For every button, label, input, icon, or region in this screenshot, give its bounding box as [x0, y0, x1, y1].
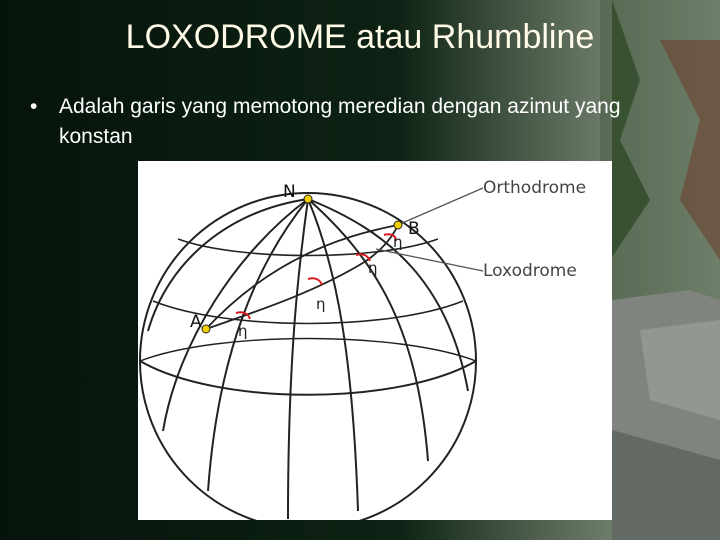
label-loxodrome: Loxodrome	[483, 261, 577, 281]
point-b	[394, 221, 402, 229]
sphere-outline	[140, 193, 476, 520]
bullet-text: Adalah garis yang memotong meredian dengan azimut yang konstan	[59, 95, 621, 148]
eta-label-3: η	[368, 259, 378, 277]
label-b: B	[408, 219, 420, 239]
equator-front	[140, 361, 476, 395]
eta-label-1: η	[238, 322, 248, 340]
equator-back	[140, 339, 476, 362]
eta-label-2: η	[316, 295, 326, 313]
label-orthodrome: Orthodrome	[483, 178, 587, 198]
loxodrome-pointer	[376, 249, 483, 271]
label-a: A	[190, 312, 202, 332]
point-north	[304, 195, 312, 203]
slide-title: LOXODROME atau Rhumbline	[125, 18, 595, 56]
meridian-4	[308, 199, 358, 511]
bullet-item	[30, 92, 670, 152]
loxodrome-diagram	[138, 161, 612, 520]
label-north: N	[283, 182, 296, 202]
bullet-marker: •	[30, 95, 38, 118]
meridian-1	[163, 199, 308, 431]
eta-arc-2	[308, 278, 322, 285]
eta-label-4: η	[393, 233, 403, 251]
sphere-diagram-svg	[138, 161, 612, 520]
meridian-3	[288, 199, 308, 519]
point-a	[202, 325, 210, 333]
